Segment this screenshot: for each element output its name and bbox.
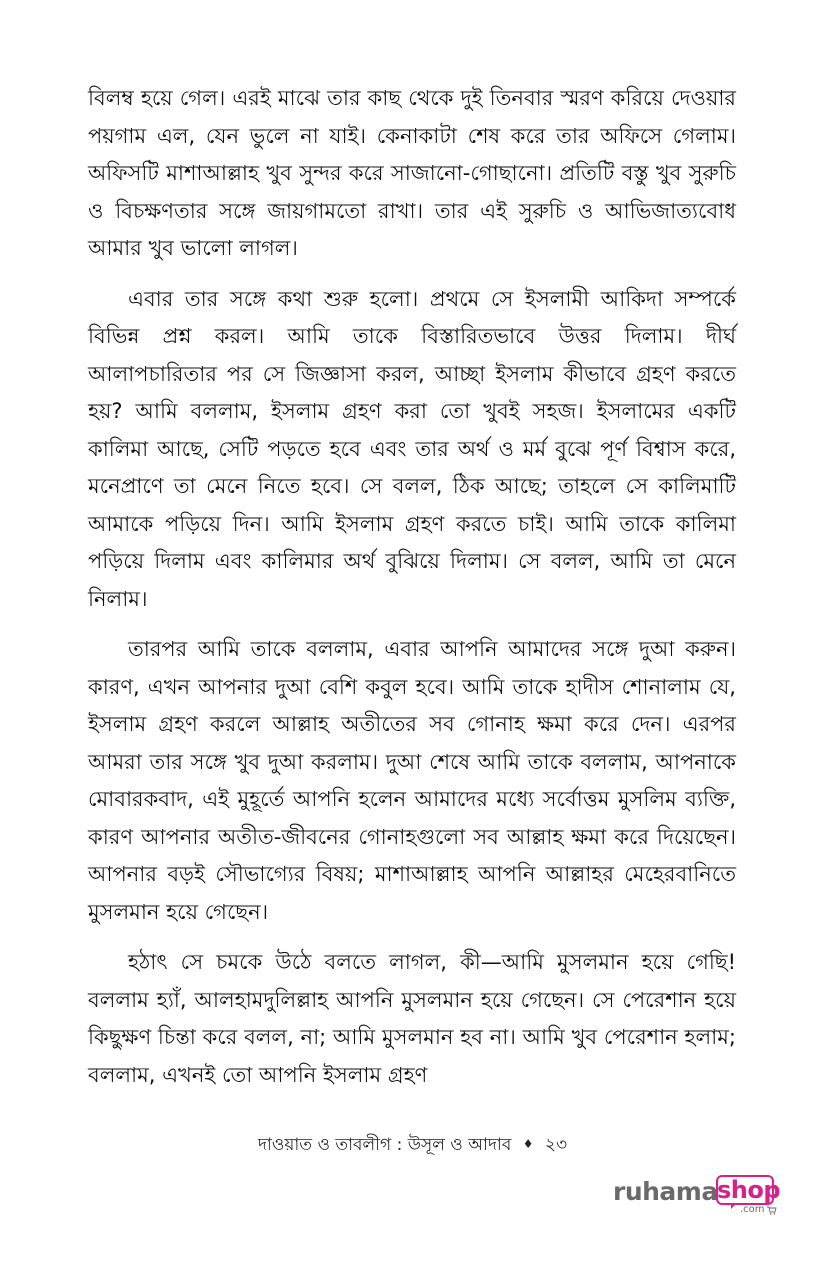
logo-text-shop: shop xyxy=(717,1176,781,1204)
logo-text-dotcom: .com xyxy=(740,1204,765,1215)
paragraph-2: এবার তার সঙ্গে কথা শুরু হলো। প্রথমে সে ইসলামী আকিদা সম্পর্কে বিভিন্ন প্রশ্ন করল। আমি তাকে বিস্তারিতভাবে উত্তর দিলাম। দীর্ঘ আলাপচারিতার পর সে জিজ্ঞাসা করল, আচ্ছা ইসলাম কীভাবে গ্রহণ করতে হয়? আমি বললাম, ইসলাম গ্রহণ করা তো খুবই সহজ। ইসলামের একটি কালিমা আছে, সেটি পড়তে হবে এবং তার অর্থ ও মর্ম বুঝে পূর্ণ বিশ্বাস করে, মনেপ্রাণে তা মেনে নিতে হবে। সে বলল, ঠিক আছে; তাহলে সে কালিমাটি আমাকে পড়িয়ে দিন। আমি ইসলাম গ্রহণ করতে চাই। আমি তাকে কালিমা পড়িয়ে দিলাম এবং কালিমার অর্থ বুঝিয়ে দিলাম। সে বলল, আমি তা মেনে নিলাম। xyxy=(88,286,736,611)
page-footer xyxy=(0,1132,825,1160)
ruhamashop-watermark-logo xyxy=(613,1175,783,1221)
logo-text-ruhama: ruhama xyxy=(613,1177,718,1206)
page-body xyxy=(88,80,736,1094)
diamond-bullet-icon: ♦ xyxy=(522,1137,534,1151)
speech-bubble-tail-icon xyxy=(731,1203,737,1209)
shopping-cart-icon xyxy=(767,1206,777,1215)
page-number: ২৩ xyxy=(544,1135,568,1155)
paragraph-4: হঠাৎ সে চমকে উঠে বলতে লাগল, কী—আমি মুসলমান হয়ে গেছি! বললাম হ্যাঁ, আলহামদুলিল্লাহ আপনি মুসলমান হয়ে গেছেন। সে পেরেশান হয়ে কিছুক্ষণ চিন্তা করে বলল, না; আমি মুসলমান হব না। আমি খুব পেরেশান হলাম; বললাম, এখনই তো আপনি ইসলাম গ্রহণ xyxy=(88,950,736,1087)
book-title: দাওয়াত ও তাবলীগ : উসূল ও আদাব xyxy=(257,1135,512,1155)
paragraph-3: তারপর আমি তাকে বললাম, এবার আপনি আমাদের সঙ্গে দুআ করুন। কারণ, এখন আপনার দুআ বেশি কবুল হবে। আমি তাকে হাদীস শোনালাম যে, ইসলাম গ্রহণ করলে আল্লাহ অতীতের সব গোনাহ ক্ষমা করে দেন। এরপর আমরা তার সঙ্গে খুব দুআ করলাম। দুআ শেষে আমি তাকে বললাম, আপনাকে মোবারকবাদ, এই মুহূর্তে আপনি হলেন আমাদের মধ্যে সর্বোত্তম মুসলিম ব্যক্তি, কারণ আপনার অতীত-জীবনের গোনাহগুলো সব আল্লাহ ক্ষমা করে দিয়েছেন। আপনার বড়ই সৌভাগ্যের বিষয়; মাশাআল্লাহ আপনি আল্লাহর মেহেরবানিতে মুসলমান হয়ে গেছেন। xyxy=(88,637,736,924)
paragraph-1: বিলম্ব হয়ে গেল। এরই মাঝে তার কাছ থেকে দুই তিনবার স্মরণ করিয়ে দেওয়ার পয়গাম এল, যেন ভুলে না যাই। কেনাকাটা শেষ করে তার অফিসে গেলাম। অফিসটি মাশাআল্লাহ খুব সুন্দর করে সাজানো-গোছানো। প্রতিটি বস্তু খুব সুরুচি ও বিচক্ষণতার সঙ্গে জায়গামতো রাখা। তার এই সুরুচি ও আভিজাত্যবোধ আমার খুব ভালো লাগল। xyxy=(88,86,736,260)
